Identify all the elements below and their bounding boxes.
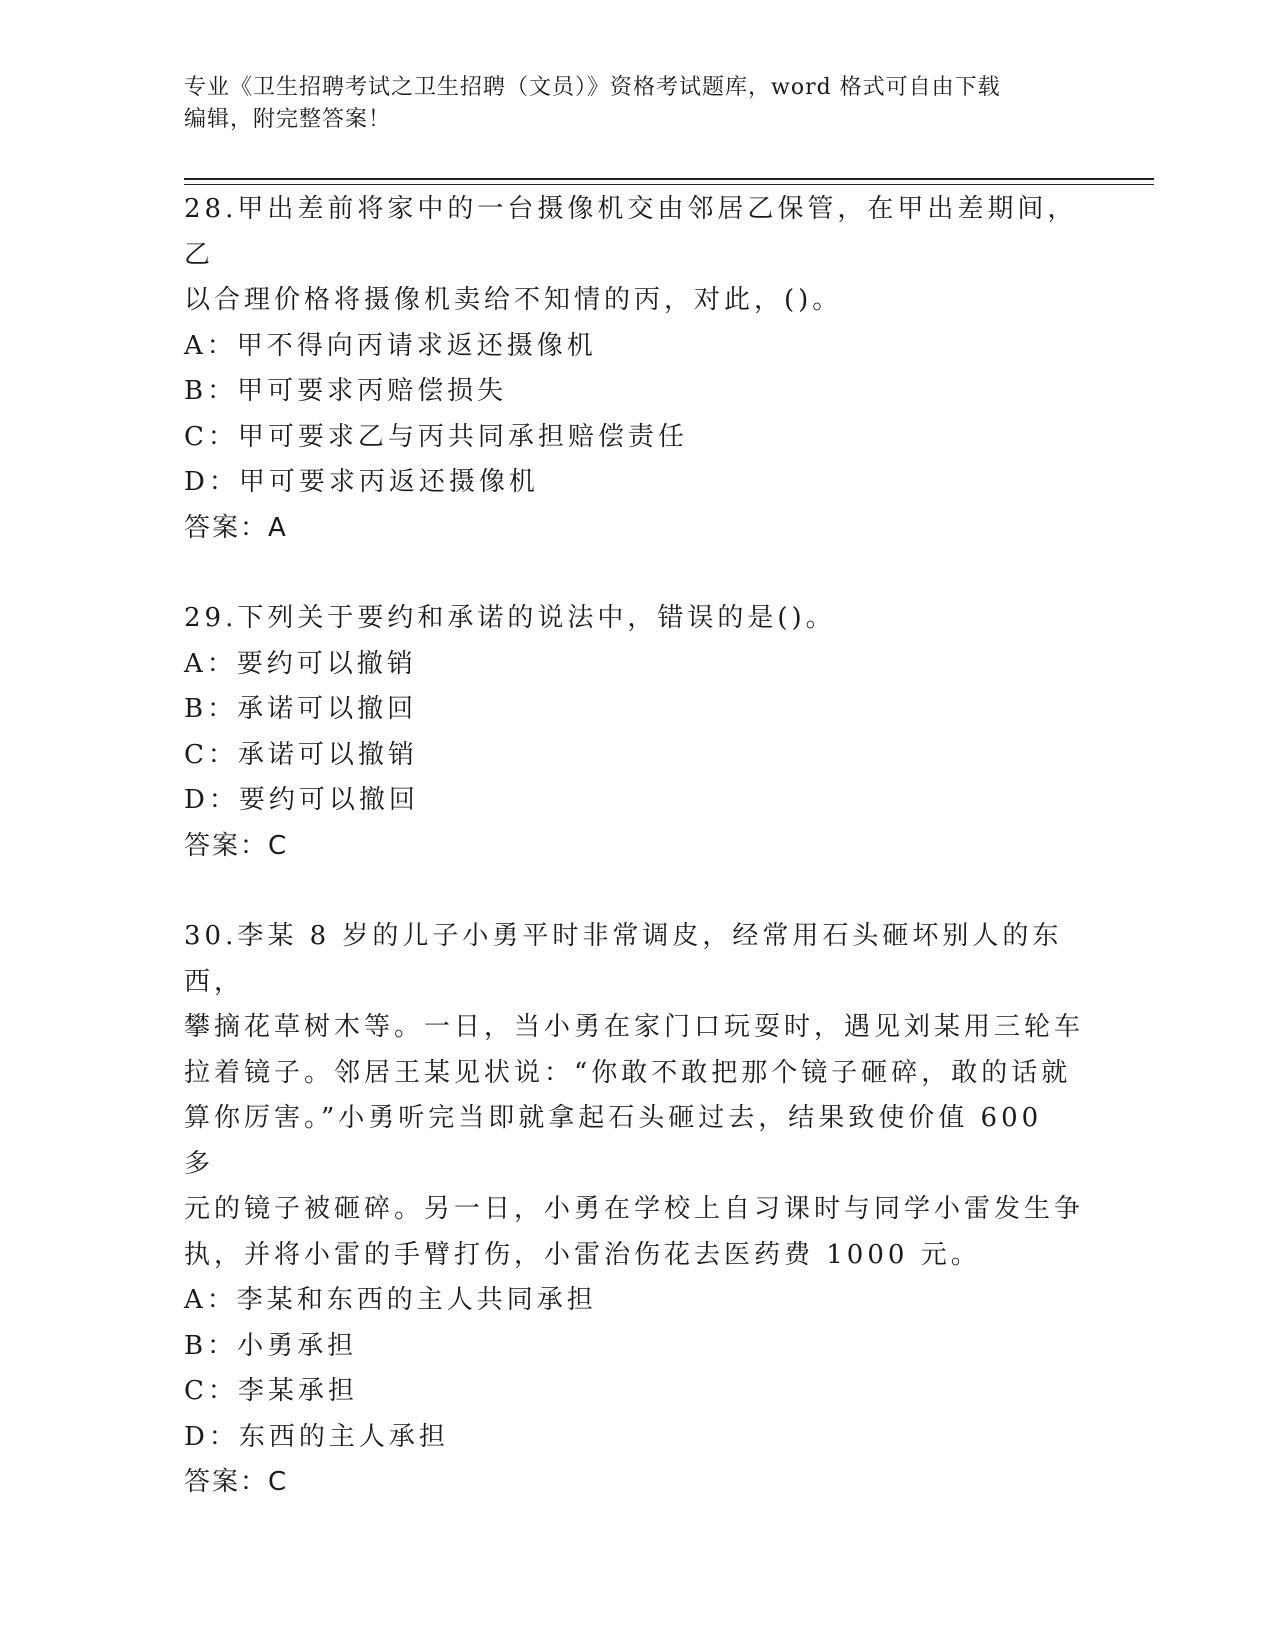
- header-line-1: 专业《卫生招聘考试之卫生招聘（文员）》资格考试题库，word 格式可自由下载: [184, 75, 1001, 100]
- header-rule-thin: [184, 184, 1154, 185]
- question-spacer: [184, 869, 1084, 914]
- question-stem-line: 拉着镜子。邻居王某见状说：“你敢不敢把那个镜子砸碎，敢的话就: [184, 1057, 1072, 1088]
- question-stem-line: 攀摘花草树木等。一日，当小勇在家门口玩耍时，遇见刘某用三轮车: [184, 1012, 1085, 1042]
- question-spacer: [184, 551, 1084, 596]
- option-d: D：要约可以撤回: [184, 785, 419, 815]
- question-30: [184, 914, 1084, 1506]
- option-c: C：李某承担: [184, 1376, 358, 1406]
- option-b: B：承诺可以撤回: [184, 694, 418, 724]
- answer-line: 答案：C: [184, 1467, 289, 1497]
- question-stem-line: 算你厉害。”小勇听完当即就拿起石头砸过去，结果致使价值 600 多: [184, 1103, 1043, 1179]
- header-rule-thick: [184, 178, 1154, 180]
- answer-line: 答案：C: [184, 830, 289, 861]
- option-b: B：甲可要求丙赔偿损失: [184, 376, 508, 406]
- option-a: A：甲不得向丙请求返还摄像机: [184, 330, 597, 361]
- option-d: D：东西的主人承担: [184, 1421, 449, 1452]
- question-stem-line: 执，并将小雷的手臂打伤，小雷治伤花去医药费 1000 元。: [184, 1239, 981, 1270]
- option-d: D：甲可要求丙返还摄像机: [184, 467, 539, 497]
- answer-line: 答案：A: [184, 512, 288, 543]
- document-header: [184, 72, 1064, 136]
- header-line-2: 编辑，附完整答案！: [184, 107, 392, 132]
- option-a: A：李某和东西的主人共同承担: [184, 1285, 597, 1315]
- question-stem-line: 元的镜子被砸碎。另一日，小勇在学校上自习课时与同学小雷发生争: [184, 1194, 1085, 1224]
- question-stem-line: 29.下列关于要约和承诺的说法中，错误的是()。: [184, 603, 836, 633]
- question-stem-line: 以合理价格将摄像机卖给不知情的丙，对此，()。: [184, 285, 843, 315]
- question-stem-line: 28.甲出差前将家中的一台摄像机交由邻居乙保管，在甲出差期间，乙: [184, 194, 1078, 270]
- question-28: [184, 187, 1084, 551]
- option-b: B：小勇承担: [184, 1330, 358, 1361]
- option-a: A：要约可以撤销: [184, 648, 417, 679]
- question-stem-line: 30.李某 8 岁的儿子小勇平时非常调皮，经常用石头砸坏别人的东西，: [184, 921, 1063, 997]
- option-c: C：承诺可以撤销: [184, 739, 418, 770]
- question-29: [184, 596, 1084, 869]
- question-list: [184, 187, 1084, 1506]
- option-c: C：甲可要求乙与丙共同承担赔偿责任: [184, 421, 688, 452]
